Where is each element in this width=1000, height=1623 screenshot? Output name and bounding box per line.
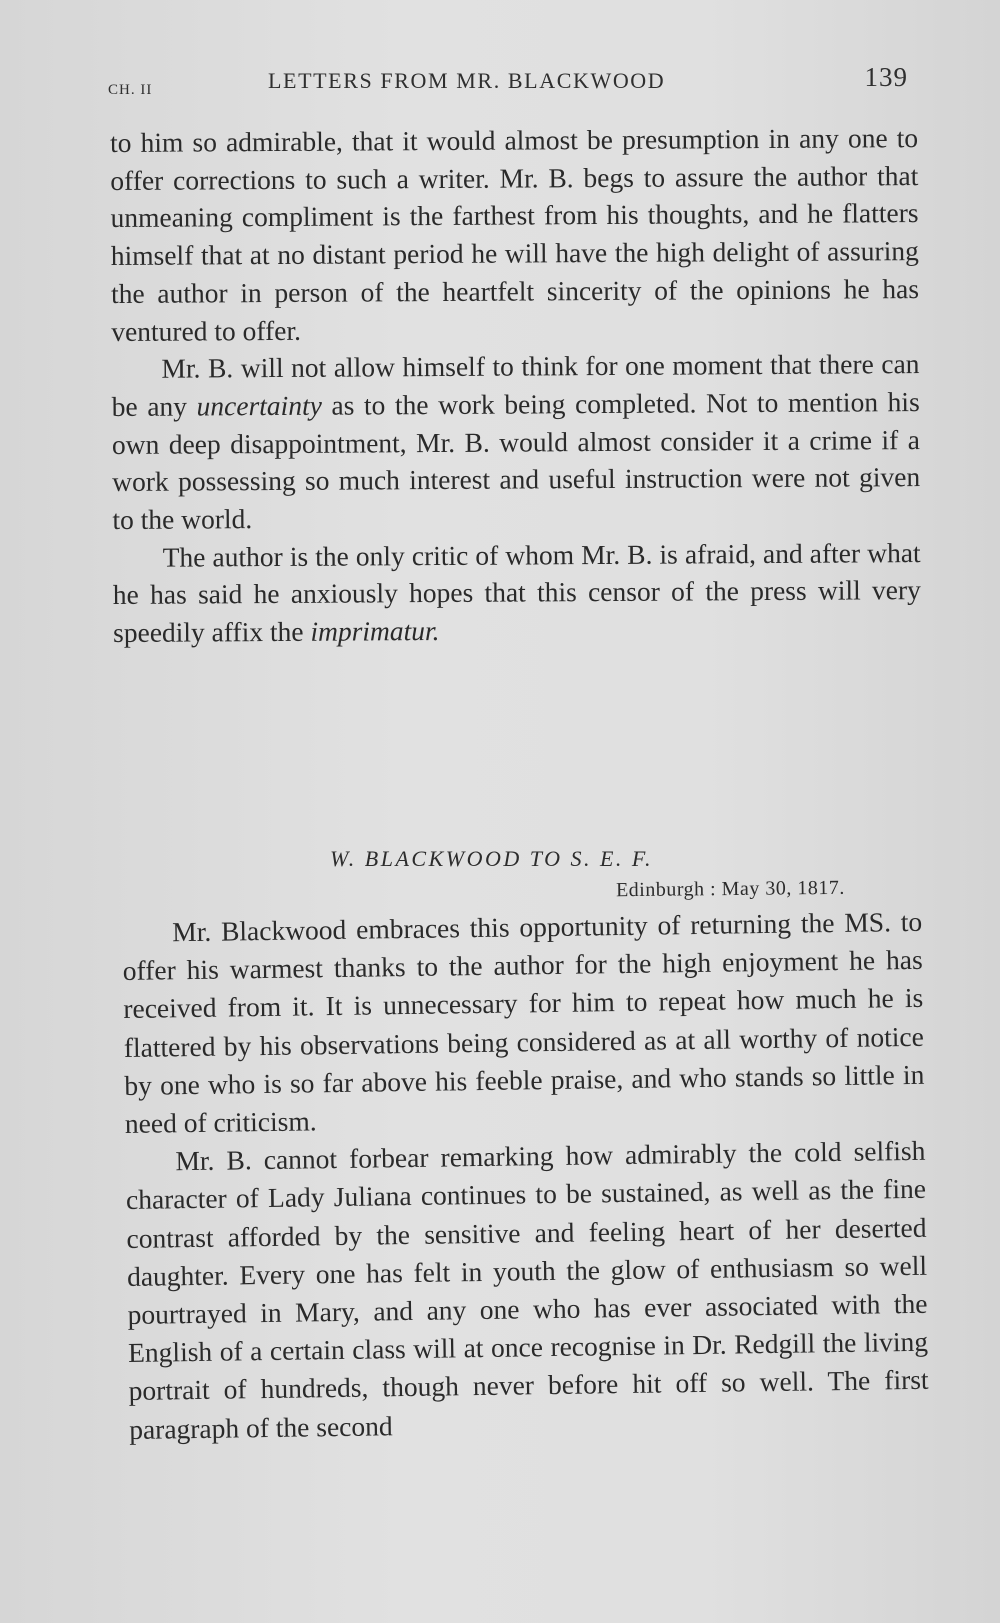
page-number: 139: [864, 62, 908, 92]
text-run: Mr. B. cannot forbear remarking how admirably the cold selfish character of Lady Juliana continues to be sustained, as well as the fine contrast afforded by the sensitive and feeling heart of her deserted daughter. Every one has felt in youth the glow of enthusiasm so well pourtrayed in Mary, and any one who has ever associated with the English of a certain class will at once recognise in Dr. Redgill the living portrait of hundreds, though never before hit off so well. The first paragraph of the second: [125, 1135, 929, 1445]
paragraph: [122, 903, 925, 1143]
paragraph: [113, 534, 922, 652]
text-run: Mr. B. will not allow himself to think for one moment that there can be any: [111, 348, 920, 422]
letter-heading: W. BLACKWOOD TO S. E. F.: [330, 846, 654, 871]
text-run: The author is the only critic of whom Mr. B. is afraid, and after what he has said he anxiously hopes that this censor of the press will very speedily affix the: [112, 536, 921, 649]
body-text-letter: [122, 903, 929, 1449]
chapter-label: CH. II: [108, 82, 153, 98]
italic-text: uncertainty: [196, 389, 322, 422]
paragraph: [111, 345, 920, 538]
text-run: Mr. Blackwood embraces this opportunity of returning the MS. to offer his warmest thanks to the author for the high enjoyment he has received from it. It is unnecessary for him to repeat how much he is flattered by his observations being considered as at all worthy of notice by one who is so far above his feeble praise, and who stands so little in need of criticism.: [122, 905, 925, 1139]
letter-dateline: Edinburgh : May 30, 1817.: [615, 876, 845, 902]
paragraph: [110, 119, 919, 350]
text-run: to him so admirable, that it would almost be presumption in any one to offer corrections to such a writer. Mr. B. begs to assure the author that unmeaning compliment is the farthest from his thoughts, and he flatters himself that at no distant period he will have the high delight of assuring the author in person of the heartfelt sincerity of the opinions he has ventured to offer.: [110, 122, 920, 347]
running-title: LETTERS FROM MR. BLACKWOOD: [268, 68, 666, 93]
italic-text: imprimatur.: [310, 615, 440, 647]
body-text-section-1: [110, 119, 921, 652]
running-head: [108, 62, 908, 102]
paragraph: [125, 1132, 929, 1449]
text-run: as to the work being completed. Not to mention his own deep disappointment, Mr. B. would almost consider it a crime if a work possessing so much interest and useful instruction were not given to the world.: [111, 385, 921, 536]
